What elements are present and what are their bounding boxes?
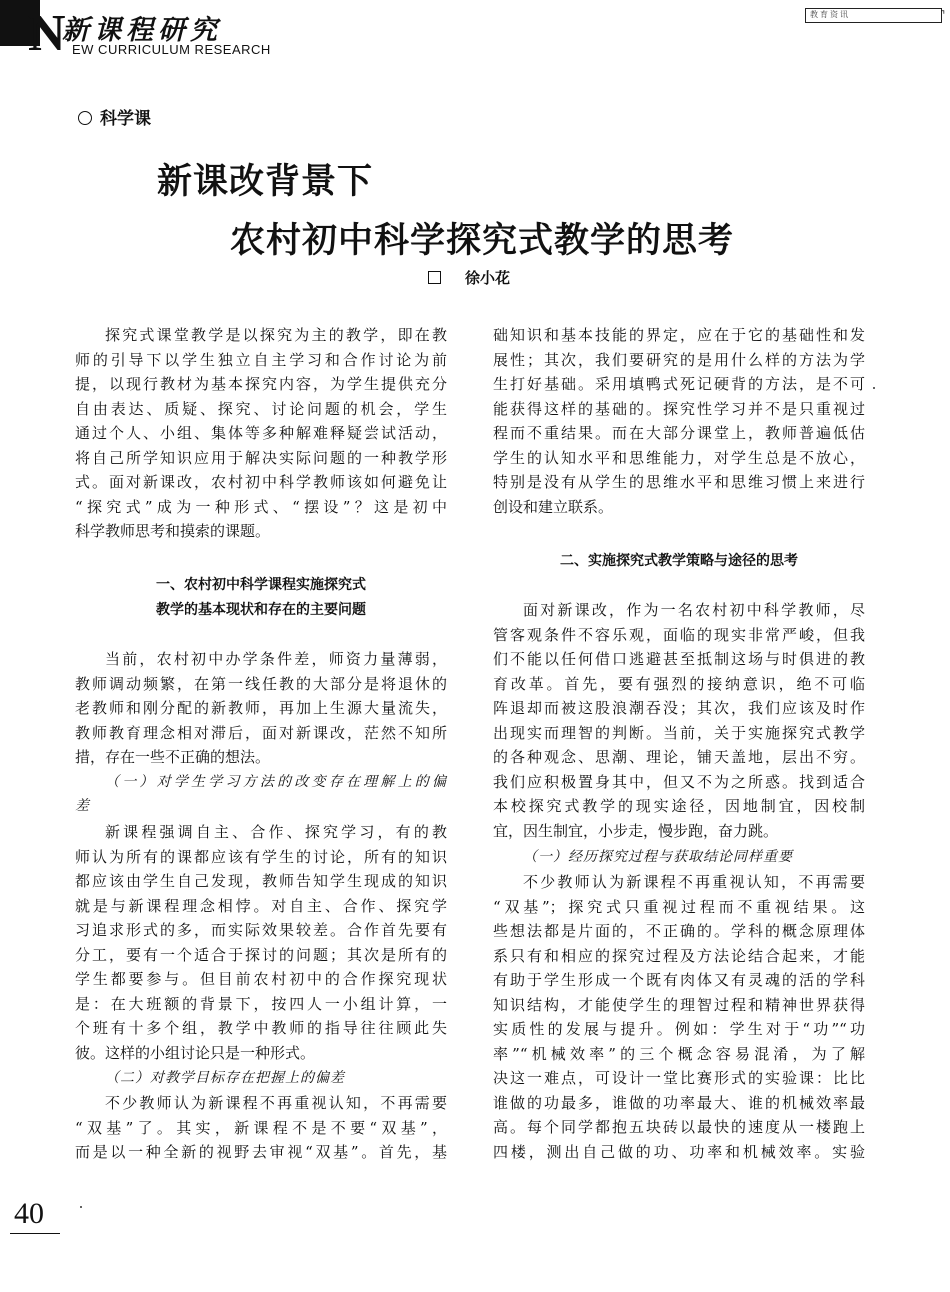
body-text-line: 不少教师认为新课程不再重视认知，不再需要 — [105, 1094, 447, 1112]
body-text-line: 出现实而理智的判断。当前，关于实施探究式教学 — [493, 723, 865, 742]
section-heading: 一、农村初中科学课程实施探究式 — [156, 577, 366, 593]
masthead-english-name: EW CURRICULUM RESEARCH — [72, 42, 271, 57]
body-text-line: 师认为所有的课都应该有学生的讨论，所有的知识 — [75, 847, 447, 866]
body-text-line: 新课程强调自主、合作、探究学习，有的教 — [105, 823, 447, 841]
section-heading: 二、实施探究式教学策略与途径的思考 — [560, 553, 798, 569]
body-text-line: 系只有和相应的探究过程及方法论结合起来，才能 — [493, 946, 865, 965]
circle-bullet-icon — [78, 111, 92, 125]
body-text-line: 科学教师思考和摸索的课题。 — [75, 522, 271, 540]
section-heading: 教学的基本现状和存在的主要问题 — [156, 602, 366, 618]
body-text-line: 当前，农村初中办学条件差，师资力量薄弱， — [105, 650, 447, 668]
body-text-line: 而是以一种全新的视野去审视“双基”。首先，基 — [75, 1143, 447, 1161]
article-title-line-2: 农村初中科学探究式教学的思考 — [230, 220, 735, 261]
body-text-line: 的各种观念、思潮、理论，铺天盖地，层出不穷。 — [493, 748, 865, 766]
body-text-line: 教师教育理念相对滞后，面对新课改，茫然不知所 — [75, 723, 447, 742]
body-text-line: 学生都要参与。但目前农村初中的合作探究现状 — [75, 970, 447, 988]
body-text-line: “探究式”成为一种形式、“摆设”？这是初中 — [75, 497, 447, 516]
body-text-line: 教师调动频繁，在第一线任教的大部分是将退休的 — [75, 674, 447, 693]
body-text-line: 们不能以任何借口逃避甚至抵制这场与时俱进的教 — [493, 650, 865, 668]
body-text-line: 育改革。首先，要有强烈的接纳意识，绝不可临 — [493, 674, 865, 693]
body-text-line: 面对新课改，作为一名农村初中科学教师，尽 — [523, 601, 865, 619]
top-label-text: 教育资讯 — [810, 10, 850, 19]
body-text-line: 特别是没有从学生的思维水平和思维习惯上来进行 — [493, 473, 865, 491]
section-tag-label: 科学课 — [100, 109, 151, 129]
body-text-line: 式。面对新课改，农村初中科学教师该如何避免让 — [75, 473, 447, 491]
page-number: 40 — [14, 1197, 44, 1230]
subsection-heading-line: （二）对教学目标存在把握上的偏差 — [105, 1070, 345, 1086]
scan-speck — [80, 1206, 82, 1208]
square-bullet-icon — [428, 271, 441, 284]
body-text-line: 彼。这样的小组讨论只是一种形式。 — [75, 1043, 316, 1062]
body-text-line: 四楼，测出自己做的功、功率和机械效率。实验 — [493, 1142, 865, 1161]
body-text-line: 就是与新课程理念相悖。对自主、合作、探究学 — [75, 896, 447, 915]
body-text-line: 程而不重结果。而在大部分课堂上，教师普遍低估 — [493, 424, 865, 442]
body-text-line: 实质性的发展与提升。例如：学生对于“功”“功 — [493, 1020, 865, 1038]
tick-icon: ⌝ — [940, 10, 945, 21]
page-number-rule — [10, 1233, 60, 1234]
body-text-line: 阵退却而被这股浪潮吞没；其次，我们应该及时作 — [493, 699, 865, 717]
body-text-line: 管客观条件不容乐观，面临的现实非常严峻，但我 — [493, 625, 865, 644]
body-text-line: 都应该由学生自己发现，教师告知学生现成的知识 — [75, 872, 447, 890]
body-text-line: 生打好基础。采用填鸭式死记硬背的方法，是不可 — [493, 375, 865, 393]
body-text-line: 能获得这样的基础的。探究性学习并不是只重视过 — [493, 399, 865, 418]
section-tag — [78, 104, 151, 129]
body-text-line: 些想法都是片面的，不正确的。学科的概念原理体 — [493, 922, 865, 940]
body-text-line: 谁做的功最多，谁做的功率最大、谁的机械效率最 — [493, 1093, 865, 1112]
body-text-line: “双基”；探究式只重视过程而不重视结果。这 — [493, 897, 865, 916]
body-text-line: 提，以现行教材为基本探究内容，为学生提供充分 — [75, 375, 447, 393]
body-text-line: 有助于学生形成一个既有肉体又有灵魂的活的学科 — [493, 971, 865, 989]
body-text-line: “双基”了。其实，新课程不是不要“双基”， — [75, 1118, 447, 1137]
body-text-line: 学生的认知水平和思维能力，对学生总是不放心， — [493, 448, 865, 467]
masthead-journal-name: 新课程研究 — [62, 15, 222, 46]
body-text-line: 我们应积极置身其中，但又不为之所惑。找到适合 — [493, 772, 865, 791]
body-text-line: 不少教师认为新课程不再重视认知，不再需要 — [523, 873, 865, 891]
body-text-line: 本校探究式教学的现实途径，因地制宜，因校制 — [493, 797, 865, 815]
subsection-heading-line: （一）经历探究过程与获取结论同样重要 — [523, 849, 793, 865]
body-text-line: 础知识和基本技能的界定，应在于它的基础性和发 — [493, 326, 865, 344]
scan-speck — [873, 387, 875, 389]
body-text-line: 率”“机械效率”的三个概念容易混淆，为了解 — [493, 1044, 865, 1063]
body-text-line: 分工，要有一个适合于探讨的问题；其次是所有的 — [75, 945, 447, 964]
body-text-line: 创设和建立联系。 — [493, 497, 614, 516]
body-text-line: 通过个人、小组、集体等多种解难释疑尝试活动， — [75, 424, 447, 442]
body-text-line: 宜，因生制宜，小步走，慢步跑，奋力跳。 — [493, 821, 779, 840]
body-text-line: 个班有十多个组，教学中教师的指导往往顾此失 — [75, 1019, 447, 1037]
body-text-line: 是：在大班额的背景下，按四人一小组计算，一 — [75, 994, 447, 1013]
masthead-initial: N — [28, 5, 66, 62]
article-title-line-1: 新课改背景下 — [157, 161, 374, 202]
top-label-box — [805, 8, 945, 23]
body-text-line: 将自己所学知识应用于解决实际问题的一种教学形 — [75, 448, 447, 467]
body-text-line: 知识结构，才能使学生的理智过程和精神世界获得 — [493, 995, 865, 1014]
body-text-line: 师的引导下以学生独立自主学习和合作讨论为前 — [75, 350, 447, 369]
body-text-line: 决这一难点，可设计一堂比赛形式的实验课：比比 — [493, 1069, 865, 1087]
body-text-line: 措，存在一些不正确的想法。 — [75, 748, 271, 766]
body-text-line: 自由表达、质疑、探究、讨论问题的机会，学生 — [75, 399, 447, 418]
body-text-line: 习追求形式的多，而实际效果较差。合作首先要有 — [75, 921, 447, 939]
subsection-heading-line: 差 — [75, 798, 90, 814]
author-byline — [428, 267, 510, 288]
subsection-heading-line: （一）对学生学习方法的改变存在理解上的偏 — [105, 774, 447, 790]
author-name: 徐小花 — [465, 269, 511, 287]
body-text-line: 展性；其次，我们要研究的是用什么样的方法为学 — [493, 350, 865, 369]
body-text-line: 老教师和刚分配的新教师，再加上生源大量流失， — [75, 699, 447, 717]
body-text-line: 高。每个同学都抱五块砖以最快的速度从一楼跑上 — [493, 1118, 865, 1136]
body-text-line: 探究式课堂教学是以探究为主的教学，即在教 — [105, 326, 447, 344]
